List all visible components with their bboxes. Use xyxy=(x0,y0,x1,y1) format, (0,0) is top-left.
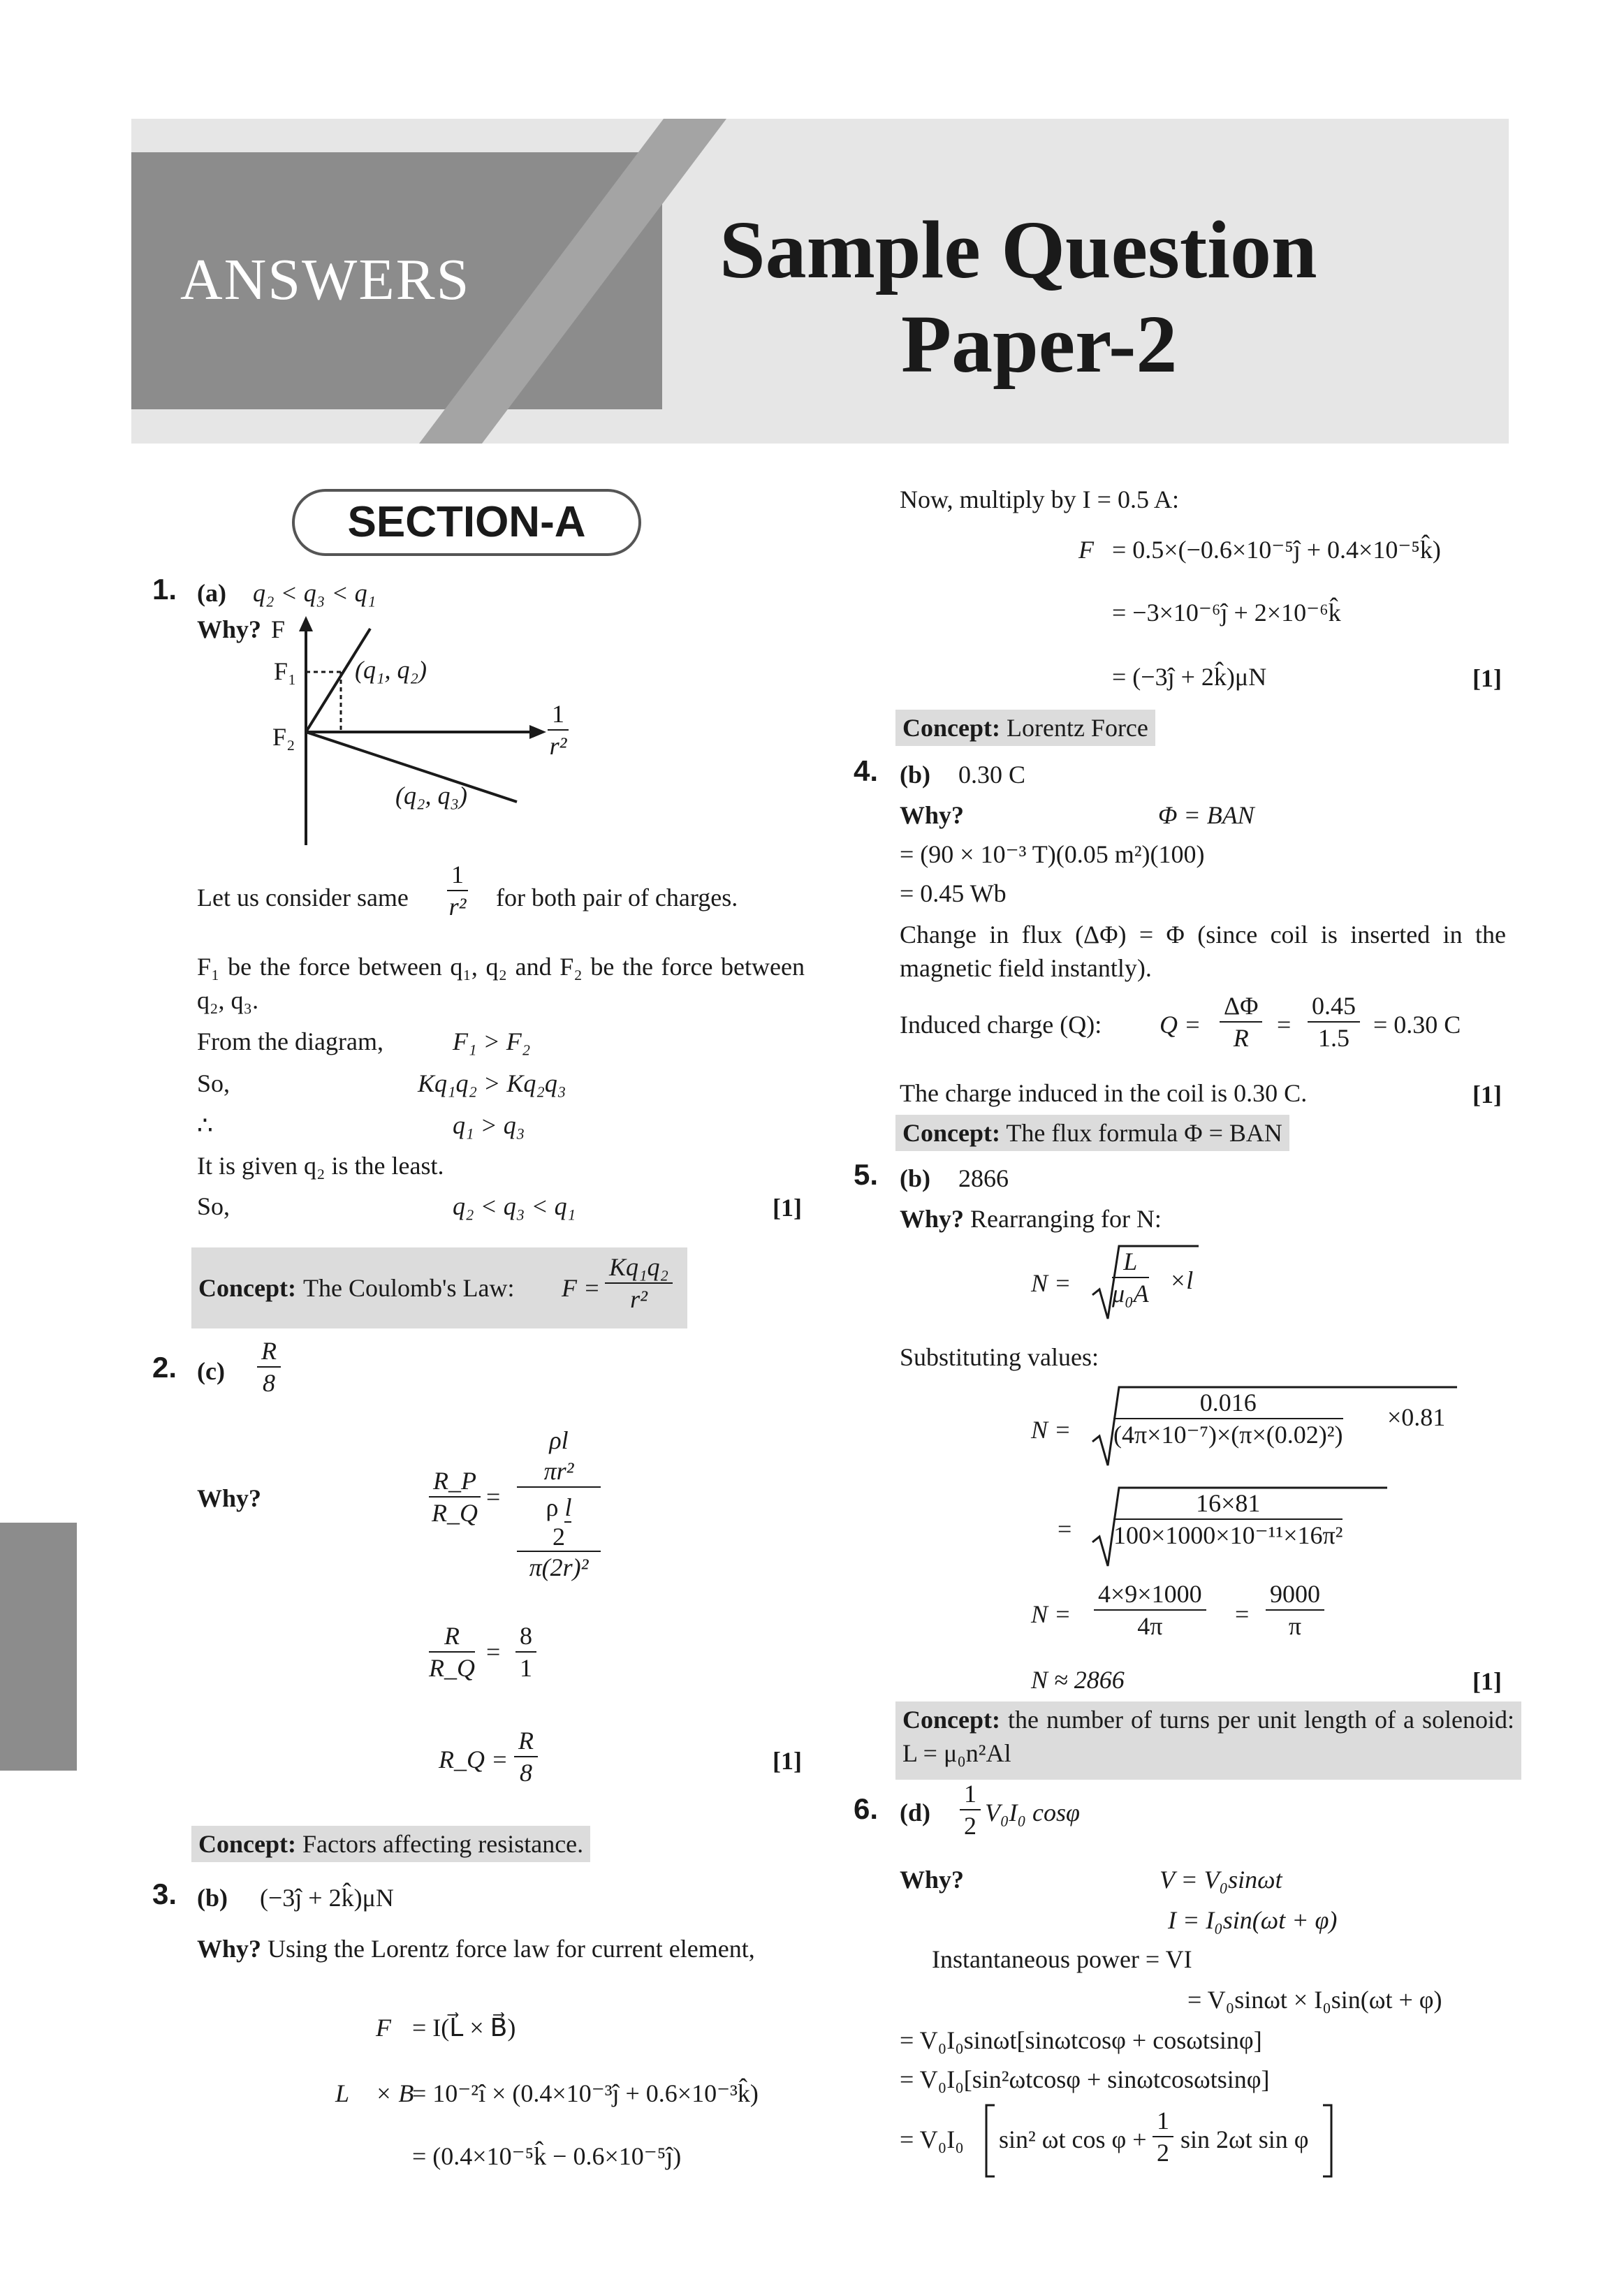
q6-why: Why? xyxy=(900,1866,965,1894)
q1-so1-eq: Kq₁q₂ > Kq₂q₃ xyxy=(418,1069,566,1097)
q3-concept-box xyxy=(895,710,1155,746)
q6-answer-rest: V₀I₀ cosφ xyxy=(985,1799,1080,1827)
q5-answer: 2866 xyxy=(958,1164,1009,1192)
q4-q-eq: Q = xyxy=(1160,1011,1201,1039)
q4-result: = 0.30 C xyxy=(1373,1011,1461,1039)
q1-graph-f2-label: F₂ xyxy=(272,723,295,751)
q3-mark: [1] xyxy=(1472,664,1502,692)
q3-option: (b) xyxy=(197,1884,228,1912)
q6-line4-a: sin² ωt cos φ + xyxy=(999,2125,1147,2153)
q2-compound-fraction: ρl πr² ρ l 2 π(2r)² xyxy=(517,1425,601,1606)
q5-number: 5. xyxy=(854,1158,879,1191)
q5-eq4: = xyxy=(1235,1600,1250,1628)
q1-force-graph xyxy=(265,615,629,852)
q3-concept-text: Lorentz Force xyxy=(1006,714,1148,742)
q4-fraction2: $\frac{0.45}{1.5}$ xyxy=(1308,990,1360,1053)
q2-mark: [1] xyxy=(773,1747,802,1775)
q5-frac3: $\frac{4\times 9\times 1000}{4\pi}$ xyxy=(1094,1579,1206,1641)
q5-mark: [1] xyxy=(1472,1667,1502,1695)
q3-eq2-rhs: = 10⁻²î × (0.4×10⁻³ĵ + 0.6×10⁻³k̂) xyxy=(412,2079,759,2107)
q1-graph-x-label: $\frac{1}{\text{r²}}$ xyxy=(548,698,569,761)
q1-graph-f1-label: F₁ xyxy=(274,657,297,685)
q3-eq3-rhs: = (0.4×10⁻⁵k̂ − 0.6×10⁻⁵ĵ) xyxy=(412,2142,682,2170)
q4-flux-text: Change in flux (ΔΦ) = Φ (since coil is inserted in the magnetic field instantly). xyxy=(900,921,1506,982)
q3-number: 3. xyxy=(152,1877,177,1910)
q2-ratio: $\frac{R\_P}{R\_Q}$ xyxy=(429,1465,481,1528)
q4-concept-text: The flux formula Φ = BAN xyxy=(1006,1119,1282,1147)
page-title-line1: Sample Question xyxy=(719,204,1317,295)
q2-concept-box xyxy=(191,1826,590,1862)
q2-r-ratio: $\frac{R}{R\_Q}$ xyxy=(429,1622,475,1682)
q1-so2-eq: q₂ < q₃ < q₁ xyxy=(453,1192,576,1220)
q1-graph-pair-lower: (q₂, q₃) xyxy=(395,782,468,810)
q2-number: 2. xyxy=(152,1351,177,1384)
q6-line1: = V₀sinωt × I₀sin(ωt + φ) xyxy=(1187,1986,1442,2014)
q1-given: It is given q₂ is the least. xyxy=(197,1152,444,1180)
q3-eq1-lhs: F⃗ xyxy=(376,2014,411,2042)
q4-option: (b) xyxy=(900,761,930,789)
q4-concept-label: Concept: xyxy=(902,1119,1000,1147)
q1-therefore-eq: q₁ > q₃ xyxy=(453,1111,525,1139)
q1-from-diagram: From the diagram, xyxy=(197,1027,383,1055)
q2-option: (c) xyxy=(197,1357,225,1385)
q6-option: (d) xyxy=(900,1799,930,1827)
q5-n-eq2: N = xyxy=(1031,1416,1071,1444)
q3-answer: (−3ĵ + 2k̂)μN xyxy=(260,1884,394,1912)
q5-times-l: ×l xyxy=(1169,1266,1194,1294)
q6-i-eq: I = I₀sin(ωt + φ) xyxy=(1168,1906,1338,1934)
q5-n-eq3: N = xyxy=(1031,1600,1071,1628)
q1-so1: So, xyxy=(197,1069,231,1097)
q5-n-eq: N = xyxy=(1031,1269,1071,1297)
q5-sub2-fraction: $\frac{16\times 81}{\text{100×1000×10⁻¹¹×16π²}}$ xyxy=(1113,1489,1343,1549)
q1-graph-pair-upper: (q₁, q₂) xyxy=(355,656,427,684)
q6-number: 6. xyxy=(854,1792,879,1825)
q5-sub-fraction: $\frac{0.016}{\text{(4π×10⁻⁷)×(π×(0.02)²)}}$ xyxy=(1113,1389,1343,1449)
q1-consider-before: Let us consider same xyxy=(197,884,409,912)
q1-concept-text: The Coulomb's Law: xyxy=(303,1274,515,1302)
q1-answer: q₂ < q₃ < q₁ xyxy=(253,579,376,607)
q3-eq5-rhs: = −3×10⁻⁶ĵ + 2×10⁻⁶k̂ xyxy=(1112,599,1341,627)
q1-concept-box xyxy=(191,1247,687,1328)
q3-eq4-lhs: F⃗ xyxy=(1078,536,1113,564)
page-title-line2: Paper-2 xyxy=(901,298,1178,390)
q4-line2: = 0.45 Wb xyxy=(900,879,1007,907)
q2-rq: R_Q = xyxy=(439,1745,509,1773)
q4-number: 4. xyxy=(854,754,879,787)
q2-answer: $\frac{R}{8}$ xyxy=(257,1335,281,1398)
q4-concept-box xyxy=(895,1115,1289,1151)
q2-concept-text: Factors affecting resistance. xyxy=(302,1830,584,1858)
q6-right-bracket xyxy=(1320,2102,1334,2179)
q6-line4-b: sin 2ωt sin φ xyxy=(1180,2125,1309,2153)
q1-concept-fraction: $\frac{\text{Kq₁q₂}}{\text{r²}}$ xyxy=(605,1252,673,1315)
q1-graph-y-label: F xyxy=(271,615,286,643)
q1-concept-label: Concept: xyxy=(198,1274,296,1302)
q3-eq2-lhs: L⃗ × B⃗ xyxy=(335,2079,434,2107)
q1-option: (a) xyxy=(197,579,226,607)
q1-so2: So, xyxy=(197,1192,231,1220)
q2-eight-over-one: $\frac{8}{1}$ xyxy=(515,1620,536,1683)
q4-why: Why? xyxy=(900,801,965,829)
q2-rq-fraction: $\frac{R}{8}$ xyxy=(514,1725,538,1788)
q6-line2: = V₀I₀sinωt[sinωtcosφ + cosωtsinφ] xyxy=(900,2026,1262,2054)
q1-consider-after: for both pair of charges. xyxy=(496,884,738,912)
side-tab xyxy=(0,1523,77,1771)
answers-label: ANSWERS xyxy=(180,247,471,312)
q4-answer: 0.30 C xyxy=(958,761,1026,789)
q6-inst-power: Instantaneous power = VI xyxy=(932,1945,1192,1973)
q5-eq3: = xyxy=(1058,1515,1072,1543)
q6-line4-half: $\frac{1}{2}$ xyxy=(1153,2105,1173,2168)
q4-mark: [1] xyxy=(1472,1081,1502,1108)
q1-mark: [1] xyxy=(773,1194,802,1222)
q6-left-bracket xyxy=(983,2102,997,2179)
q1-from-diagram-eq: F₁ > F₂ xyxy=(453,1027,531,1055)
q2-eq1: = xyxy=(486,1483,501,1511)
q3-eq1-rhs: = I(L⃗ × B⃗) xyxy=(412,2014,516,2042)
q2-why: Why? xyxy=(197,1484,262,1512)
q5-substituting: Substituting values: xyxy=(900,1343,1099,1371)
q3-eq6-rhs: = (−3ĵ + 2k̂)μN xyxy=(1112,663,1267,691)
q4-why-eq: Φ = BAN xyxy=(1158,801,1254,829)
q1-why: Why? xyxy=(197,615,262,643)
q4-induced-label: Induced charge (Q): xyxy=(900,1011,1102,1039)
q1-force-definition: F₁ be the force between q₁, q₂ and F₂ be the force between q₂, q₃. xyxy=(197,953,805,1014)
q6-v-eq: V = V₀sinωt xyxy=(1160,1866,1282,1894)
q5-concept-label: Concept: xyxy=(902,1706,1000,1734)
q3-multiply: Now, multiply by I = 0.5 A: xyxy=(900,485,1179,513)
q4-eq-sign: = xyxy=(1277,1011,1292,1039)
q4-fraction1: $\frac{\Delta\Phi}{R}$ xyxy=(1220,990,1262,1053)
q2-eq2: = xyxy=(486,1638,501,1666)
q5-option: (b) xyxy=(900,1164,930,1192)
q5-approx: N ≈ 2866 xyxy=(1031,1666,1125,1694)
q4-line1: = (90 × 10⁻³ T)(0.05 m²)(100) xyxy=(900,840,1205,868)
section-a-label: SECTION-A xyxy=(292,489,641,556)
q5-concept-text: the number of turns per unit length of a solenoid: L = μ₀n²Al xyxy=(902,1706,1514,1767)
q2-concept-label: Concept: xyxy=(198,1830,296,1858)
q5-frac4: $\frac{9000}{\pi}$ xyxy=(1266,1579,1324,1641)
q3-eq4-rhs: = 0.5×(−0.6×10⁻⁵ĵ + 0.4×10⁻⁵k̂) xyxy=(1112,536,1441,564)
q1-concept-lhs: F = xyxy=(562,1274,601,1302)
q1-consider-fraction: $\frac{1}{\text{r²}}$ xyxy=(447,859,468,922)
q3-why-block: Why? Using the Lorentz force law for current element, xyxy=(197,1935,755,1963)
q6-answer-half: $\frac{1}{2}$ xyxy=(960,1778,981,1841)
q5-formula-fraction: $\frac{L}{\text{μ₀A}}$ xyxy=(1112,1247,1149,1308)
q1-number: 1. xyxy=(152,573,177,606)
q6-line4-pre: = V₀I₀ xyxy=(900,2125,964,2153)
q1-therefore: ∴ xyxy=(197,1111,213,1139)
q5-concept-box xyxy=(895,1701,1521,1780)
q6-line3: = V₀I₀[sin²ωtcosφ + sinωtcosωtsinφ] xyxy=(900,2065,1270,2093)
q5-times-081: ×0.81 xyxy=(1387,1403,1446,1431)
q4-conclusion: The charge induced in the coil is 0.30 C. xyxy=(900,1079,1308,1107)
q5-why-line: Why? Rearranging for N: xyxy=(900,1205,1162,1233)
q3-concept-label: Concept: xyxy=(902,714,1000,742)
